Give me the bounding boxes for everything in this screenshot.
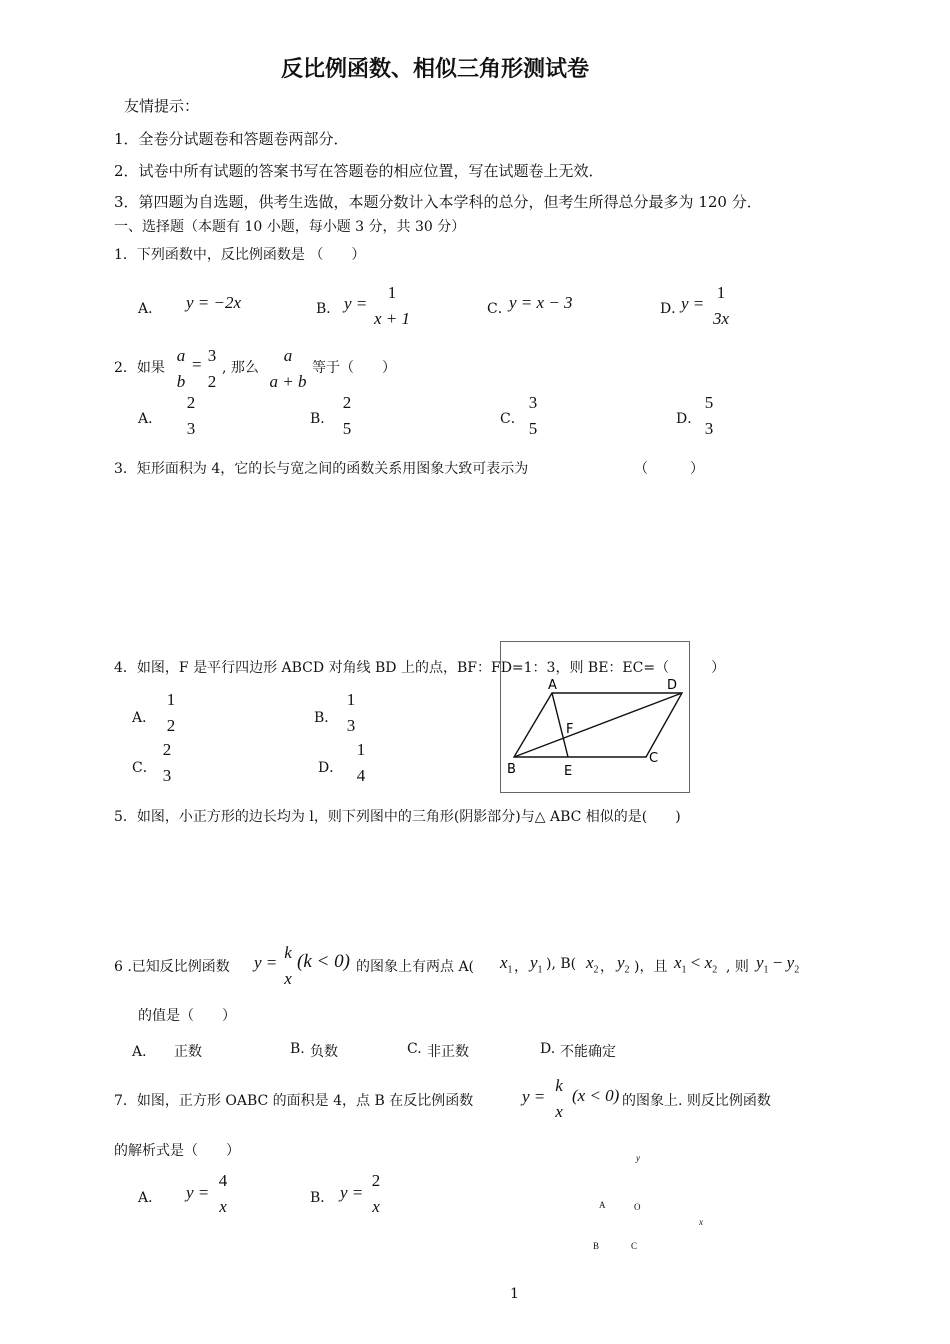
q4-option-d-label: D． bbox=[318, 760, 344, 776]
denominator: 3 bbox=[346, 716, 356, 735]
figure-label-c: C bbox=[631, 1241, 638, 1251]
q6-option-a-text: 正数 bbox=[174, 1044, 202, 1060]
q4-option-a-label: A． bbox=[132, 710, 157, 726]
q6-y2: $y_2$ bbox=[617, 953, 630, 976]
q7-option-b-label: B． bbox=[310, 1190, 335, 1206]
q2-option-c-label: C． bbox=[500, 411, 525, 427]
denominator: 2 bbox=[207, 372, 217, 391]
q7-option-a-pre: y = bbox=[186, 1183, 210, 1202]
q6-comma2: ， bbox=[600, 959, 614, 975]
q7-y-eq: y = bbox=[522, 1087, 546, 1106]
q6-fraction-k-over-x bbox=[279, 940, 297, 992]
q1-option-d-fraction bbox=[706, 280, 736, 332]
q2-post: 等于（ ） bbox=[312, 360, 396, 376]
q2-option-b-label: B． bbox=[310, 411, 335, 427]
figure-label-y: y bbox=[636, 1153, 640, 1163]
page-title: 反比例函数、相似三角形测试卷 bbox=[281, 57, 590, 82]
q7-condition: (x < 0) bbox=[572, 1086, 620, 1105]
q4-option-a-fraction bbox=[162, 687, 180, 739]
denominator: 3 bbox=[162, 766, 172, 785]
q6-x1: $x_1$ bbox=[500, 953, 513, 976]
numerator: 1 bbox=[166, 690, 176, 709]
label-b: B bbox=[507, 762, 516, 777]
q1-option-a-expr: y = −2x bbox=[186, 293, 242, 312]
diagonal-bd bbox=[514, 693, 682, 757]
q2-fraction-a-over-b bbox=[170, 343, 192, 395]
figure-border bbox=[501, 642, 690, 793]
q6-difference: $y_1 - y_2$ bbox=[756, 953, 800, 976]
denominator: b bbox=[176, 372, 186, 391]
denominator: x + 1 bbox=[373, 309, 411, 328]
subscript: 1 bbox=[507, 964, 513, 976]
q4-option-b-fraction bbox=[342, 687, 360, 739]
parallelogram-figure bbox=[500, 641, 690, 793]
denominator: 2 bbox=[166, 716, 176, 735]
q6-option-d-label: D. bbox=[540, 1041, 556, 1057]
q1-option-b-pre: y = bbox=[344, 294, 368, 313]
q2-mid: , 那么 bbox=[222, 360, 259, 376]
q2-equals: = bbox=[192, 355, 202, 374]
label-d: D bbox=[667, 678, 678, 693]
label-f: F bbox=[566, 722, 574, 737]
label-a: A bbox=[548, 678, 557, 693]
numerator: 2 bbox=[186, 393, 196, 412]
denominator: 5 bbox=[342, 419, 352, 438]
q6-mid3: )，且 bbox=[634, 959, 668, 975]
q2-option-a-label: A． bbox=[138, 411, 163, 427]
q6-option-c-label: C. bbox=[407, 1041, 422, 1057]
question-3-paren: （ ） bbox=[634, 461, 704, 477]
q4-option-d-fraction bbox=[352, 737, 370, 789]
q7-option-b-fraction bbox=[367, 1168, 385, 1220]
q2-option-b-fraction bbox=[338, 390, 356, 442]
question-5-stem: 5．如图，小正方形的边长均为 l，则下列图中的三角形(阴影部分)与△ ABC 相似的是( ) bbox=[114, 809, 681, 825]
denominator: x bbox=[372, 1197, 380, 1216]
denominator: x bbox=[219, 1197, 227, 1216]
q2-fraction-3-over-2 bbox=[203, 343, 221, 395]
subscript: 2 bbox=[624, 964, 630, 976]
q6-mid4: , 则 bbox=[726, 959, 749, 975]
question-1-stem: 1．下列函数中，反比例函数是 （ ） bbox=[114, 247, 366, 263]
numerator: 4 bbox=[218, 1171, 228, 1190]
q1-option-c-expr: y = x − 3 bbox=[509, 293, 573, 312]
denominator: 3 bbox=[186, 419, 196, 438]
numerator: 2 bbox=[342, 393, 352, 412]
question-6-pre: 6 .已知反比例函数 bbox=[114, 959, 230, 975]
tips-heading: 友情提示： bbox=[124, 97, 200, 115]
q2-option-c-fraction bbox=[524, 390, 542, 442]
q6-y-eq: y = bbox=[254, 953, 278, 972]
denominator: 5 bbox=[528, 419, 538, 438]
subscript: 1 bbox=[537, 964, 543, 976]
q1-option-d-label: D． bbox=[660, 301, 686, 317]
numerator: k bbox=[284, 943, 292, 962]
numerator: 1 bbox=[356, 740, 366, 759]
q2-fraction-a-over-a-plus-b bbox=[266, 343, 310, 395]
q6-option-a-label: A． bbox=[132, 1044, 157, 1060]
label-e: E bbox=[564, 764, 573, 779]
q6-option-c-text: 非正数 bbox=[427, 1044, 469, 1060]
q4-option-b-label: B． bbox=[314, 710, 339, 726]
numerator: 5 bbox=[704, 393, 714, 412]
q6-inequality: $x_1 < x_2$ bbox=[674, 953, 718, 976]
q2-option-a-fraction bbox=[182, 390, 200, 442]
numerator: 1 bbox=[346, 690, 356, 709]
denominator: 3x bbox=[712, 309, 730, 328]
q6-mid: 的图象上有两点 A( bbox=[356, 959, 475, 975]
page-number: 1 bbox=[510, 1286, 519, 1302]
tip-item: 3．第四题为自选题，供考生选做，本题分数计入本学科的总分，但考生所得总分最多为 120 分． bbox=[114, 193, 762, 211]
tip-item: 2．试卷中所有试题的答案书写在答题卷的相应位置，写在试题卷上无效． bbox=[114, 162, 604, 180]
q6-y1: $y_1$ bbox=[530, 953, 543, 976]
q4-option-c-fraction bbox=[158, 737, 176, 789]
question-4-stem: 4．如图，F 是平行四边形 ABCD 对角线 BD 上的点，BF：FD=1：3，则 BE：EC=（ ） bbox=[114, 660, 726, 676]
label-c: C bbox=[649, 751, 659, 766]
q6-option-b-text: 负数 bbox=[310, 1044, 338, 1060]
question-6-line2: 的值是（ ） bbox=[138, 1008, 236, 1024]
q2-option-d-label: D． bbox=[676, 411, 702, 427]
denominator: 3 bbox=[704, 419, 714, 438]
q1-option-a-label: A． bbox=[138, 301, 163, 317]
denominator: 4 bbox=[356, 766, 366, 785]
subscript: 2 bbox=[593, 964, 599, 976]
question-7-pre: 7．如图，正方形 OABC 的面积是 4，点 B 在反比例函数 bbox=[114, 1093, 474, 1109]
q2-option-d-fraction bbox=[700, 390, 718, 442]
q7-fraction-k-over-x bbox=[550, 1073, 568, 1125]
figure-label-o: O bbox=[634, 1202, 641, 1212]
q6-x2: $x_2$ bbox=[586, 953, 599, 976]
section-heading: 一、选择题（本题有 10 小题，每小题 3 分，共 30 分） bbox=[114, 219, 466, 235]
numerator: k bbox=[555, 1076, 563, 1095]
q6-condition: (k < 0) bbox=[297, 951, 350, 972]
q1-option-b-label: B． bbox=[316, 301, 341, 317]
numerator: a bbox=[176, 346, 186, 365]
numerator: 2 bbox=[162, 740, 172, 759]
q7-option-a-label: A． bbox=[138, 1190, 163, 1206]
q6-comma1: ， bbox=[514, 959, 528, 975]
numerator: 3 bbox=[207, 346, 217, 365]
numerator: 1 bbox=[716, 283, 726, 302]
denominator: x bbox=[284, 969, 292, 988]
q7-post: 的图象上. 则反比例函数 bbox=[622, 1093, 771, 1109]
figure-label-a: A bbox=[599, 1200, 606, 1210]
denominator: x bbox=[555, 1102, 563, 1121]
figure-label-b: B bbox=[593, 1241, 600, 1251]
numerator: 1 bbox=[387, 283, 397, 302]
denominator: a + b bbox=[269, 372, 307, 391]
tip-item: 1．全卷分试题卷和答题卷两部分． bbox=[114, 130, 349, 148]
q7-option-b-pre: y = bbox=[340, 1183, 364, 1202]
numerator: 3 bbox=[528, 393, 538, 412]
q1-option-c-label: C． bbox=[487, 301, 512, 317]
q6-mid2: ), B( bbox=[546, 956, 577, 972]
question-3-stem: 3．矩形面积为 4，它的长与宽之间的函数关系用图象大致可表示为 bbox=[114, 461, 529, 477]
q4-option-c-label: C． bbox=[132, 760, 157, 776]
question-7-line2: 的解析式是（ ） bbox=[114, 1143, 240, 1159]
q6-option-b-label: B. bbox=[290, 1041, 305, 1057]
figure-label-x: x bbox=[699, 1217, 703, 1227]
numerator: a bbox=[283, 346, 293, 365]
q6-option-d-text: 不能确定 bbox=[560, 1044, 616, 1060]
numerator: 2 bbox=[371, 1171, 381, 1190]
q1-option-b-fraction bbox=[372, 280, 412, 332]
q1-option-d-pre: y = bbox=[681, 294, 705, 313]
question-2-pre: 2．如果 bbox=[114, 360, 165, 376]
q7-option-a-fraction bbox=[214, 1168, 232, 1220]
